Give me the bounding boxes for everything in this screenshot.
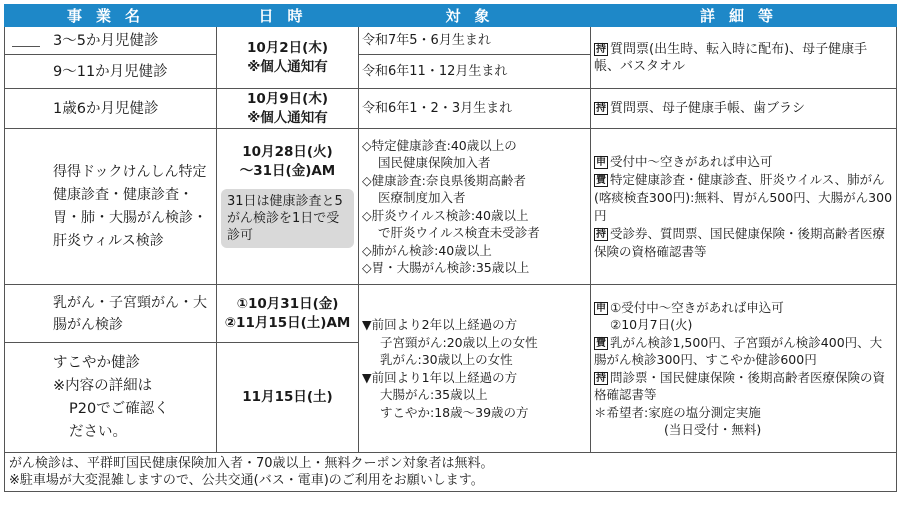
table-row	[5, 129, 897, 285]
date-line-2: 〜31日(金)AM	[239, 163, 336, 179]
table-row	[5, 89, 897, 129]
apply-tag: 申	[596, 156, 606, 168]
detail-apply	[594, 153, 893, 171]
target-item-cont: 医療制度加入者	[378, 190, 466, 205]
event-date	[217, 27, 359, 89]
fee-tag: 費	[596, 337, 606, 349]
detail-apply	[594, 299, 893, 317]
event-details	[591, 89, 897, 129]
event-target: 令和6年1・2・3月生まれ	[359, 89, 591, 129]
date-line: ①10月31日(金)	[236, 295, 339, 312]
target-group-head: ▼前回より1年以上経過の方	[362, 369, 518, 385]
event-name: 3〜5か月児健診	[5, 27, 217, 55]
health-checkup-table	[4, 4, 897, 492]
detail-wish: ＊希望者:家庭の塩分測定実施	[594, 404, 761, 420]
table-row	[5, 285, 897, 343]
target-item-cont: 国民健康保険加入者	[378, 155, 491, 170]
header-details: 詳細等	[591, 5, 897, 27]
date-note: ※個人通知有	[247, 58, 328, 75]
detail-text: ①受付中〜空きがあれば申込可	[610, 299, 784, 315]
footer-line: がん検診は、平群町国民健康保険加入者・70歳以上・無料クーポン対象者は無料。	[9, 456, 494, 471]
target-item: ◇胃・大腸がん検診:35歳以上	[362, 260, 530, 275]
header-target: 対象	[359, 5, 591, 27]
date-line: 10月9日(木)	[246, 90, 329, 107]
event-name-line: すこやか健診	[53, 354, 140, 371]
detail-text: 乳がん検診1,500円、子宮頸がん検診400円、大腸がん検診300円、すこやか健診600円	[594, 334, 883, 367]
apply-tag: 申	[596, 302, 606, 314]
event-name-line: P20でご確認く	[69, 400, 169, 417]
bring-tag: 持	[596, 103, 606, 114]
detail-bring	[594, 225, 893, 261]
event-target: 令和7年5・6月生まれ	[359, 27, 591, 55]
event-name: 得得ドックけんしん特定健康診査・健康診査・胃・肺・大腸がん検診・肝炎ウィルス検診	[5, 129, 217, 285]
bring-tag: 持	[596, 228, 606, 240]
event-details	[591, 27, 897, 89]
detail-wish-2: (当日受付・無料)	[664, 422, 762, 437]
table-row	[5, 27, 897, 55]
target-item: ◇肺がん検診:40歳以上	[362, 242, 492, 258]
detail-text: 質問票(出生時、転入時に配布)、母子健康手帳、バスタオル	[594, 41, 868, 74]
target-group-item: 子宮頸がん:20歳以上の女性	[380, 334, 538, 350]
detail-fee	[594, 334, 893, 369]
event-date	[217, 285, 359, 343]
event-target: 令和6年11・12月生まれ	[359, 55, 591, 89]
date-note: ※個人通知有	[247, 109, 328, 126]
event-target	[359, 129, 591, 285]
target-item: ◇特定健康診査:40歳以上の	[362, 137, 517, 153]
event-name: 1歳6か月児健診	[5, 89, 217, 129]
target-group-item: すこやか:18歳〜39歳の方	[380, 404, 529, 420]
date-line: 10月28日(火)	[242, 144, 333, 160]
event-target	[359, 285, 591, 453]
event-date: 11月15日(土)	[217, 343, 359, 453]
header-datetime: 日時	[217, 5, 359, 27]
date-line-2: ②11月15日(土)AM	[224, 314, 351, 331]
detail-text: 質問票、母子健康手帳、歯ブラシ	[610, 101, 806, 116]
detail-text: 受診券、質問票、国民健康保険・後期高齢者医療保険の資格確認書等	[594, 225, 886, 259]
detail-text: 受付中〜空きがあれば申込可	[610, 153, 773, 169]
bring-tag: 持	[596, 372, 606, 384]
header-event-name: 事業名	[5, 5, 217, 27]
event-name: 9〜11か月児健診	[5, 55, 217, 89]
table-footer-row	[5, 453, 897, 492]
date-line: 10月2日(木)	[246, 39, 329, 56]
event-details	[591, 129, 897, 285]
event-name	[5, 343, 217, 453]
footer-line: ※駐車場が大変混雑しますので、公共交通(バス・電車)のご利用をお願いします。	[9, 473, 484, 488]
event-date	[217, 89, 359, 129]
detail-bring	[594, 369, 893, 404]
event-name-line: ※内容の詳細は	[53, 377, 153, 394]
detail-text: 特定健康診査・健康診査、肝炎ウイルス、肺がん(喀痰検査300円):無料、胃がん500円、大腸がん300円	[594, 171, 893, 223]
target-group-item: 乳がん:30歳以上の女性	[380, 352, 513, 367]
detail-fee	[594, 171, 893, 225]
target-item: ◇肝炎ウイルス検診:40歳以上	[362, 207, 529, 223]
target-item-cont: で肝炎ウイルス検査未受診者	[378, 225, 540, 240]
table-header-row	[5, 5, 897, 27]
event-name-line: ださい。	[69, 423, 127, 440]
event-name: 乳がん・子宮頸がん・大腸がん検診	[5, 285, 217, 343]
fee-tag: 費	[596, 174, 606, 186]
detail-text: 問診票・国民健康保険・後期高齢者医療保険の資格確認書等	[594, 369, 886, 402]
footer-notes	[5, 453, 897, 492]
bring-tag: 持	[596, 43, 606, 55]
target-group-head: ▼前回より2年以上経過の方	[362, 317, 518, 332]
target-item: ◇健康診査:奈良県後期高齢者	[362, 172, 526, 188]
event-date	[217, 129, 359, 285]
event-details	[591, 285, 897, 453]
detail-apply-2: ②10月7日(火)	[610, 317, 693, 332]
combined-exam-note: 31日は健康診査と5がん検診を1日で受診可	[221, 189, 354, 248]
target-group-item: 大腸がん:35歳以上	[380, 387, 488, 402]
